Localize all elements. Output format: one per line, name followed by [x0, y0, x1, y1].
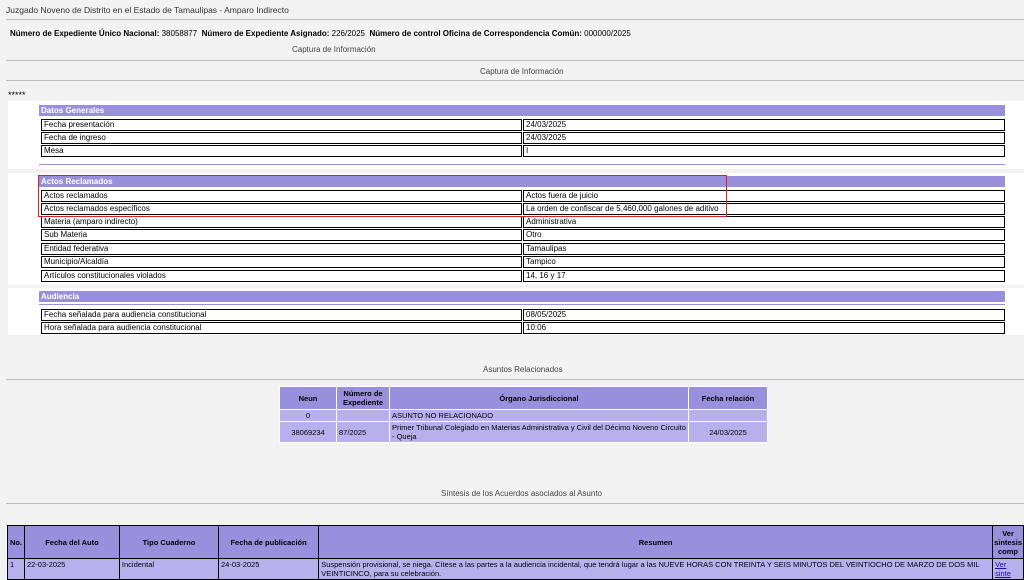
actos-row: [41, 256, 1005, 268]
datos-row: [41, 145, 1005, 157]
window-title: Juzgado Noveno de Distrito en el Estado de Tamaulipas - Amparo Indirecto: [6, 5, 289, 15]
cell: ASUNTO NO RELACIONADO: [390, 410, 689, 422]
row-value: 14, 16 y 17: [523, 270, 1005, 282]
col-header: Fecha de publicación: [219, 526, 319, 559]
cell: 87/2025: [337, 422, 390, 443]
divider: [6, 80, 1024, 81]
asuntos-title: Asuntos Relacionados: [483, 365, 563, 374]
cell: Primer Tribunal Colegiado en Materias Administrativa y Civil del Décimo Noveno Circuito - Queja: [390, 422, 689, 443]
row-value: I: [523, 145, 1005, 157]
actos-row: [41, 270, 1005, 282]
row-label: Fecha presentación: [41, 119, 522, 131]
row-label: Fecha señalada para audiencia constitucional: [41, 309, 522, 321]
stars: *****: [8, 90, 26, 100]
row-label: Materia (amparo indirecto): [41, 216, 522, 228]
row-value: 08/05/2025: [523, 309, 1005, 321]
table-header-row: [8, 526, 1024, 559]
col-header: Fecha del Auto: [24, 526, 119, 559]
cell: Suspensión provisional, se niega. Cítese a las partes a la audiencia incidental, que tendrá lugar a las NUEVE HORAS CON TREINTA Y SEIS MINUTOS DEL VEINTIOCHO DE MARZO DE DOS MIL VEINTICINCO, para su celebración.: [319, 559, 993, 580]
audiencia-row: [41, 322, 1005, 334]
actos-row: [41, 229, 1005, 241]
row-label: Artículos constitucionales violados: [41, 270, 522, 282]
table-row: [280, 410, 768, 422]
row-label: Fecha de ingreso: [41, 132, 522, 144]
ver-sintesis-link[interactable]: [993, 559, 1024, 580]
asignado-value: 226/2025: [331, 29, 365, 38]
col-header: Neun: [280, 387, 337, 410]
ver-sintesis-link-text[interactable]: Ver sinte: [995, 560, 1011, 578]
asuntos-table: [279, 386, 768, 443]
actos-header: Actos Reclamados: [39, 176, 1005, 187]
col-header: Número de Expediente: [337, 387, 390, 410]
row-value: Otro: [523, 229, 1005, 241]
datos-row: [41, 119, 1005, 131]
sintesis-title: Síntesis de los Acuerdos asociados al Asunto: [441, 489, 602, 498]
row-value: 24/03/2025: [523, 119, 1005, 131]
row-value: La orden de confiscar de 5,460,000 galones de aditivo: [523, 203, 1005, 215]
row-value: Tamaulipas: [523, 243, 1005, 255]
divider: [6, 60, 1024, 61]
col-header: Resumen: [319, 526, 993, 559]
col-header: Tipo Cuaderno: [119, 526, 218, 559]
table-row: [280, 422, 768, 443]
datos-generales-header: Datos Generales: [39, 105, 1005, 116]
table-header-row: [280, 387, 768, 410]
cell: [689, 410, 768, 422]
sintesis-table: [7, 525, 1024, 580]
row-value: Tampico: [523, 256, 1005, 268]
audiencia-row: [41, 309, 1005, 321]
row-value: 10:06: [523, 322, 1005, 334]
row-label: Actos reclamados específicos: [41, 203, 522, 215]
nacional-value: 38058877: [161, 29, 198, 38]
col-header: No.: [8, 526, 25, 559]
section-divider: [39, 304, 1005, 305]
row-label: Actos reclamados: [41, 190, 522, 202]
captura-label-2: Captura de Información: [480, 67, 564, 76]
row-label: Hora señalada para audiencia constitucional: [41, 322, 522, 334]
cell: Incidental: [119, 559, 218, 580]
row-value: 24/03/2025: [523, 132, 1005, 144]
row-label: Entidad federativa: [41, 243, 522, 255]
cell: 22-03-2025: [24, 559, 119, 580]
divider: [6, 503, 1024, 504]
row-label: Mesa: [41, 145, 522, 157]
control-label: Número de control Oficina de Correspondencia Común:: [369, 29, 582, 38]
nacional-label: Número de Expediente Único Nacional:: [10, 29, 160, 38]
row-label: Sub Materia: [41, 229, 522, 241]
expediente-info: [10, 29, 631, 38]
cell: 38069234: [280, 422, 337, 443]
col-header: Fecha relación: [689, 387, 768, 410]
actos-row: [41, 243, 1005, 255]
col-header: Órgano Jurisdiccional: [390, 387, 689, 410]
cell: 24/03/2025: [689, 422, 768, 443]
actos-row: [41, 216, 1005, 228]
row-value: Actos fuera de juicio: [523, 190, 1005, 202]
row-label: Municipio/Alcaldía: [41, 256, 522, 268]
col-header: Ver sintesis comp: [993, 526, 1024, 559]
asignado-label: Número de Expediente Asignado:: [201, 29, 330, 38]
datos-row: [41, 132, 1005, 144]
divider: [6, 19, 1024, 20]
audiencia-header: Audiencia: [39, 291, 1005, 302]
control-value: 000000/2025: [584, 29, 631, 38]
captura-label: Captura de Información: [292, 45, 376, 54]
cell: 1: [8, 559, 25, 580]
cell: 0: [280, 410, 337, 422]
cell: 24-03-2025: [219, 559, 319, 580]
cell: [337, 410, 390, 422]
section-divider: [39, 164, 1005, 165]
table-row: [8, 559, 1024, 580]
divider: [6, 379, 1024, 380]
row-value: Administrativa: [523, 216, 1005, 228]
highlight-box: [38, 175, 727, 217]
